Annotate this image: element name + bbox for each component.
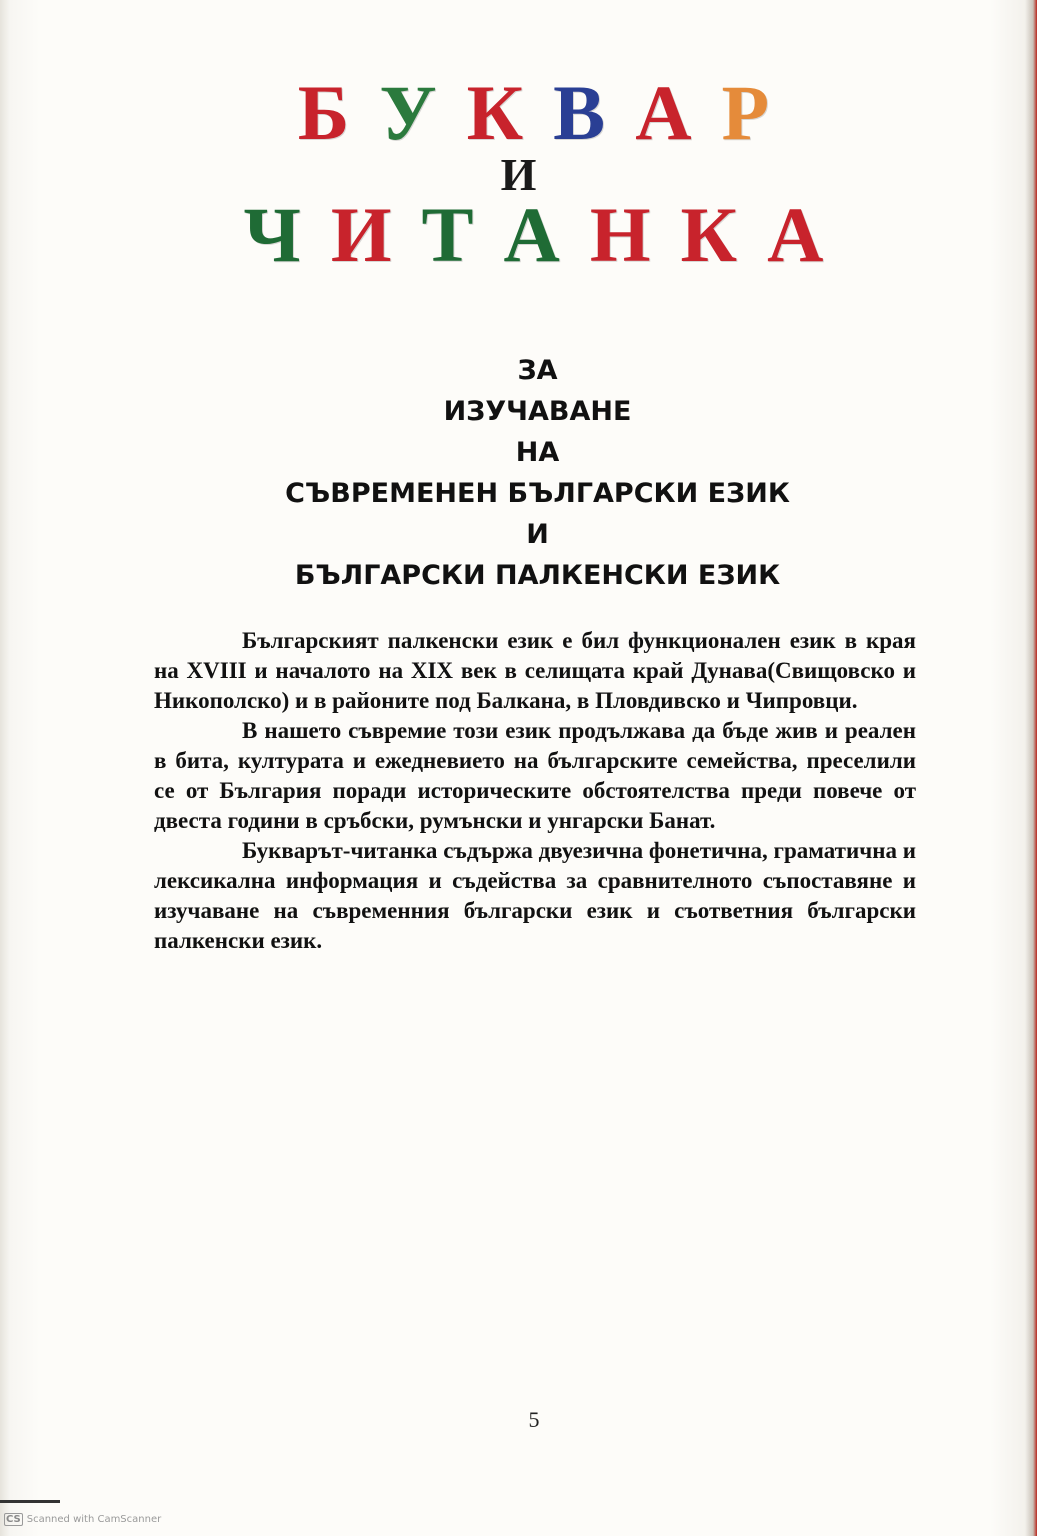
title-letter: Н	[589, 191, 681, 278]
title-letter: Ч	[243, 191, 331, 278]
subtitle-block	[0, 350, 1037, 596]
paragraph: В нашето съвремие този език продължава да бъде жив и реален в бита, културата и ежедневието на българските семейства, преселили се от България поради историческите обстоятелства преди повече от двеста години в сръбски, румънски и унгарски Банат.	[154, 718, 916, 833]
title-line-3	[0, 190, 1037, 280]
subtitle-line: ИЗУЧАВАНЕ	[443, 396, 632, 427]
subtitle-line: И	[526, 519, 549, 550]
paragraph: Българският палкенски език е бил функционален език в края на XVIII и началото на XIX век в селищата край Дунава(Свищовско и Никополско) и в районите под Балкана, в Пловдивско и Чипровци.	[154, 628, 916, 713]
title-letter: И	[330, 191, 422, 278]
subtitle-line: СЪВРЕМЕНЕН БЪЛГАРСКИ ЕЗИК	[285, 478, 790, 509]
title-letter: В	[553, 69, 636, 156]
title-letter: Б	[297, 69, 380, 156]
subtitle-line: БЪЛГАРСКИ ПАЛКЕНСКИ ЕЗИК	[294, 560, 781, 591]
page-number: 5	[528, 1407, 540, 1432]
scanner-text: Scanned with CamScanner	[26, 1514, 162, 1525]
body-text	[154, 626, 916, 956]
title-letter: А	[767, 191, 854, 278]
subtitle-line: НА	[515, 437, 560, 468]
title-letter: А	[635, 69, 722, 156]
paragraph: Букварът-читанка съдържа двуезична фонетична, граматична и лексикална информация и съдейства за сравнителното съпоставяне и изучаване на съвременния български език и съответния български палкенски език.	[154, 838, 916, 953]
subtitle-line: ЗА	[517, 355, 558, 386]
title-letter: У	[379, 69, 467, 156]
scanner-watermark	[4, 1513, 161, 1526]
title-line-1	[0, 68, 1037, 158]
scan-edge-mark	[0, 1500, 60, 1503]
title-letter: Р	[721, 69, 800, 156]
title-letter: Т	[421, 191, 504, 278]
title-conjunction: И	[500, 149, 537, 200]
title-letter: К	[466, 69, 554, 156]
title-letter: К	[680, 191, 768, 278]
camscanner-logo-icon: CS	[6, 1514, 21, 1525]
title-letter: А	[503, 191, 590, 278]
